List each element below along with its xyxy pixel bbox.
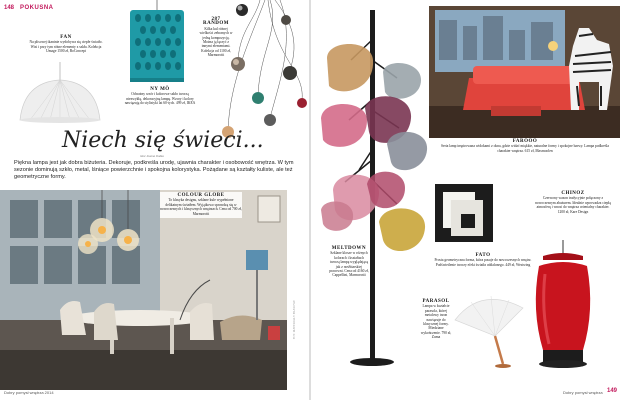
caption-fan-title: FAN: [60, 35, 72, 40]
caption-nymo-text: Odważny wzór i kolorowe szkło tworzą niezwykłą, dekoracyjną lampę. Wzory i kolory nawiązują do stylistyki lat 60-tych. 499 zł, IKEA: [124, 92, 196, 106]
page-number-right: 149: [607, 388, 618, 394]
caption-fato-title: FATO: [475, 253, 491, 258]
caption-nymo: [124, 88, 196, 106]
byline: tekst Joanna Dudka: [140, 154, 164, 158]
caption-parasol: [419, 300, 453, 340]
photo-credit: FOT. MATERIAŁY PRASOWE: [292, 300, 296, 340]
caption-meltdown-title: MELTDOWN: [331, 246, 367, 251]
page-number-left: 148: [4, 5, 15, 11]
caption-farooo-title: FAROOO: [512, 139, 538, 144]
caption-colour-globe: [160, 192, 242, 218]
chinoz-lamp-image: [525, 240, 599, 370]
fato-lamp-image: [431, 178, 497, 248]
footer-left: Dobry pomysł wnętrza 2014: [4, 390, 54, 395]
farooo-room-photo: [429, 6, 620, 138]
parasol-lamp-image: [451, 290, 527, 370]
caption-colour-globe-title: COLOUR GLOBE: [177, 193, 225, 198]
caption-parasol-text: Lampa w kształcie parasola, której metalowy trzon nawiązuje do klasycznej formy. Miedziane wykończenie. 790 zł, Zuma: [420, 304, 452, 340]
interior-photo: [0, 190, 287, 390]
section-label: POKUSNA: [20, 5, 54, 11]
left-page: [0, 0, 309, 400]
caption-chinoz: [533, 192, 613, 214]
caption-meltdown-text: Szklane klosze w różnych kolorach i kształtach tworzą lampę wyglądającą jak z rzeźbiarskiej pracowni. Cena od 4160 zł, Cappellini, Marmorotti: [329, 251, 369, 278]
caption-farooo: [435, 140, 615, 153]
footer-right: Dobry pomysł wnętrza: [563, 390, 603, 395]
caption-farooo-text: Seria lamp inspirowana widokami z okna, gdzie widać miękkie, naturalne formy i spokojne barwy. Lampa podkreśla charakter wnętrza. 615 zł, Maxmoolen: [440, 144, 610, 153]
caption-fan: [28, 36, 104, 54]
caption-nymo-title: NY MÖ: [150, 87, 170, 92]
fan-lamp-image: [14, 62, 106, 124]
right-page: [311, 0, 620, 400]
lead-paragraph: Piękna lampa jest jak dobra biżuteria. Dekoruje, podkreśla urodę, ujawnia charakter i osobowość wnętrza. W tym sezonie dominują szkło, metal, lśniące powierzchnie i spokojna kolorystyka. Pożądane są kształty kuliste, ale też geometryczne formy.: [14, 160, 294, 180]
caption-parasol-title: PARASOL: [422, 299, 450, 304]
nymo-lamp-image: [128, 0, 186, 86]
caption-colour-globe-text: To klasyka designu, szklane kule wypełnione delikatnym światłem. Wyjątkowo sprawdzą się w nowoczesnych i klasycznych wnętrzach. Cena od 700 zł, Marmorotti: [160, 198, 242, 216]
caption-chinoz-text: Czerwony wazon tradycyjnie połączony z nowoczesnym abażurem. Idealnie wprowadza ciepłą atmosferę i wnosi do wnętrza orientalny charakter. 1200 zł, Kare Design: [535, 196, 611, 214]
caption-chinoz-title: CHINOZ: [561, 191, 585, 196]
random-lamp-image: [220, 0, 309, 145]
caption-random-text: Kilka kul różnej wielkości zebranych w jedną kompozycję. Można ją łączyć z innymi elementami. Kolekcja od 1100 zł, Marmorotti: [199, 26, 233, 58]
caption-fan-text: Na plisowej tkaninie wydobywa się ciepłe światło. Wisi i przy tym różne elementy z szkła. Kolekcja Umage 1500 zł, BoConcept: [29, 40, 103, 54]
caption-fato-text: Prosta geometryczna forma, która pasuje do nowoczesnych wnętrz. Podświetlenie tworzy efekt światła oddalonego. 449 zł, Westwing: [434, 258, 532, 267]
caption-fato: [433, 254, 533, 267]
caption-meltdown: [329, 247, 369, 278]
page-headline: Niech się świeci...: [62, 128, 264, 153]
caption-random-title: 287 RANDOM: [202, 17, 230, 27]
